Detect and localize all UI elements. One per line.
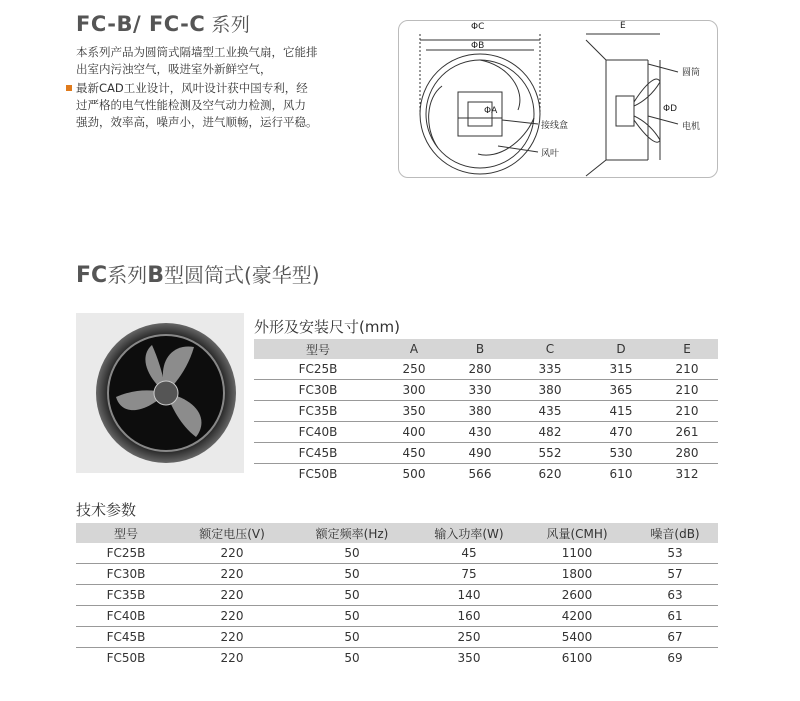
table-cell: FC25B (76, 543, 176, 564)
table-row (254, 401, 718, 422)
callout-motor: 电机 (682, 122, 701, 132)
bullet-square-icon (66, 85, 72, 91)
table-cell: 140 (416, 585, 522, 606)
table-cell: 53 (632, 543, 718, 564)
table-row (76, 543, 718, 564)
table-cell: 220 (176, 585, 288, 606)
label-e: E (620, 21, 626, 31)
feature-line: 过严格的电气性能检测及空气动力检测，风力 (76, 98, 306, 112)
table-cell: 280 (446, 359, 514, 380)
intro-text (76, 44, 376, 131)
table-row (254, 359, 718, 380)
table-cell: 220 (176, 543, 288, 564)
table-cell: FC30B (254, 380, 382, 401)
table-cell: 400 (382, 422, 446, 443)
table-cell: 261 (656, 422, 718, 443)
table-cell: 335 (514, 359, 586, 380)
table-cell: FC30B (76, 564, 176, 585)
table-cell: 300 (382, 380, 446, 401)
table-row (76, 627, 718, 648)
column-header: C (514, 339, 586, 359)
column-header: B (446, 339, 514, 359)
table-cell: 75 (416, 564, 522, 585)
table-cell: 620 (538, 467, 562, 481)
tech-params-title: 技术参数 (76, 501, 137, 519)
column-header: 额定频率(Hz) (288, 523, 416, 543)
label-d: ΦD (663, 104, 678, 114)
table-row (254, 380, 718, 401)
callout-blade: 风叶 (541, 149, 560, 159)
label-a: ΦA (484, 106, 498, 116)
label-b: ΦB (471, 41, 485, 51)
table-row (76, 606, 718, 627)
table-cell: 470 (586, 422, 656, 443)
table-cell: 430 (446, 422, 514, 443)
table-cell: 45 (416, 543, 522, 564)
page-title (76, 10, 250, 37)
table-cell: 415 (586, 401, 656, 422)
table-cell: 350 (382, 401, 446, 422)
table-cell: 50 (344, 651, 360, 665)
table-cell: 315 (586, 359, 656, 380)
table-cell: 566 (468, 467, 492, 481)
section-title-mid: 系列 (107, 263, 148, 287)
table-cell: 500 (402, 467, 426, 481)
column-header: D (586, 339, 656, 359)
dimensions-table (254, 339, 718, 484)
table-cell: 312 (675, 467, 699, 481)
callout-junction-box: 接线盒 (541, 121, 569, 131)
fan-hub (154, 381, 178, 405)
table-cell: 210 (656, 359, 718, 380)
table-cell: FC35B (254, 401, 382, 422)
column-header: 型号 (254, 339, 382, 359)
table-cell: 2600 (522, 585, 632, 606)
table-row (76, 585, 718, 606)
table-cell: FC45B (76, 627, 176, 648)
table-cell: 220 (220, 651, 244, 665)
product-photo (76, 313, 244, 473)
table-cell: FC40B (254, 422, 382, 443)
callout-cylinder: 圆筒 (682, 68, 701, 78)
feature-line: 强劲，效率高，噪声小，进气顺畅，运行平稳。 (76, 115, 318, 129)
title-suffix: 系列 (211, 14, 251, 36)
table-cell: 5400 (522, 627, 632, 648)
table-cell: 365 (586, 380, 656, 401)
table-cell: 435 (514, 401, 586, 422)
table-cell: 50 (288, 585, 416, 606)
table-cell: FC50B (298, 467, 338, 481)
column-header: E (656, 339, 718, 359)
table-cell: 610 (609, 467, 633, 481)
table-cell: 1800 (522, 564, 632, 585)
section-title-b: B (147, 263, 164, 288)
column-header: 输入功率(W) (416, 523, 522, 543)
table-cell: 63 (632, 585, 718, 606)
table-cell: 250 (382, 359, 446, 380)
table-header-row (76, 523, 718, 543)
table-cell: 50 (288, 564, 416, 585)
table-cell: 220 (176, 564, 288, 585)
table-cell: FC35B (76, 585, 176, 606)
table-cell: 330 (446, 380, 514, 401)
table-cell: 50 (288, 606, 416, 627)
section-title (76, 259, 320, 288)
feature-paragraph (76, 80, 376, 131)
column-header: A (382, 339, 446, 359)
table-cell: 1100 (522, 543, 632, 564)
intro-line: 出室内污浊空气，吸进室外新鲜空气， (76, 62, 272, 76)
column-header: 型号 (76, 523, 176, 543)
table-cell: 552 (514, 443, 586, 464)
dimensions-title: 外形及安装尺寸(mm) (254, 318, 400, 336)
table-row (76, 564, 718, 585)
table-row (254, 422, 718, 443)
table-cell: 210 (656, 401, 718, 422)
table-cell: 57 (632, 564, 718, 585)
table-cell: 6100 (561, 651, 593, 665)
table-cell: 490 (446, 443, 514, 464)
table-cell: FC40B (76, 606, 176, 627)
table-cell: 61 (632, 606, 718, 627)
table-header-row (254, 339, 718, 359)
table-cell: FC50B (106, 651, 146, 665)
label-c: ΦC (471, 22, 485, 32)
table-cell: 220 (176, 606, 288, 627)
table-row (254, 464, 718, 485)
table-cell: FC25B (254, 359, 382, 380)
title-text: FC-B/ FC-C (76, 12, 206, 36)
table-row (76, 648, 718, 669)
table-cell: 69 (667, 651, 683, 665)
intro-line: 本系列产品为圆筒式隔墙型工业换气扇，它能排 (76, 45, 318, 59)
feature-line: 最新CAD工业设计，风叶设计获中国专利，经 (76, 81, 308, 95)
column-header: 噪音(dB) (632, 523, 718, 543)
tech-params-table (76, 523, 718, 668)
table-cell: 210 (656, 380, 718, 401)
column-header: 风量(CMH) (522, 523, 632, 543)
technical-drawing (398, 20, 718, 178)
table-cell: 350 (457, 651, 481, 665)
section-title-rest: 型圆筒式(豪华型) (163, 263, 320, 287)
table-cell: 160 (416, 606, 522, 627)
table-cell: 67 (632, 627, 718, 648)
table-cell: 50 (288, 543, 416, 564)
table-cell: 280 (656, 443, 718, 464)
table-cell: FC45B (254, 443, 382, 464)
section-title-prefix: FC (76, 263, 108, 288)
table-cell: 450 (382, 443, 446, 464)
table-cell: 4200 (522, 606, 632, 627)
column-header: 额定电压(V) (176, 523, 288, 543)
table-cell: 250 (416, 627, 522, 648)
table-row (254, 443, 718, 464)
table-cell: 220 (176, 627, 288, 648)
table-cell: 530 (586, 443, 656, 464)
table-cell: 380 (446, 401, 514, 422)
table-cell: 50 (288, 627, 416, 648)
table-cell: 482 (514, 422, 586, 443)
table-cell: 380 (514, 380, 586, 401)
